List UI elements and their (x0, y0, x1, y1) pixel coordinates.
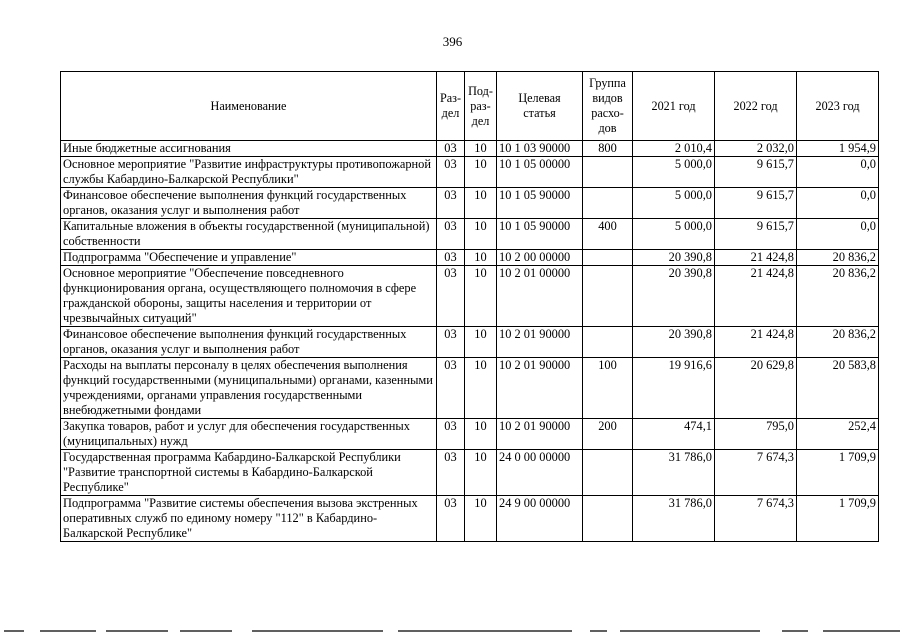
cell-2023: 1 954,9 (797, 141, 879, 157)
cell-2021: 5 000,0 (633, 188, 715, 219)
cell-target: 10 2 01 90000 (497, 419, 583, 450)
cell-section: 03 (437, 450, 465, 496)
cell-2022: 20 629,8 (715, 358, 797, 419)
cell-2021: 2 010,4 (633, 141, 715, 157)
cell-2023: 20 836,2 (797, 250, 879, 266)
cell-section: 03 (437, 219, 465, 250)
cell-2023: 1 709,9 (797, 496, 879, 542)
cell-2022: 21 424,8 (715, 250, 797, 266)
cell-2021: 19 916,6 (633, 358, 715, 419)
cell-subsection: 10 (465, 419, 497, 450)
cell-subsection: 10 (465, 450, 497, 496)
cell-group (583, 450, 633, 496)
cell-group (583, 327, 633, 358)
cell-2022: 9 615,7 (715, 219, 797, 250)
cell-subsection: 10 (465, 157, 497, 188)
cell-2023: 0,0 (797, 188, 879, 219)
cell-2023: 20 583,8 (797, 358, 879, 419)
cell-name: Основное мероприятие "Обеспечение повседневного функционирования органа, осуществляющего полномочия в сфере гражданской обороны, защиты населения и территории от чрезвычайных ситуаций" (61, 266, 437, 327)
cell-name: Подпрограмма "Обеспечение и управление" (61, 250, 437, 266)
table-row (61, 141, 879, 157)
cell-group: 100 (583, 358, 633, 419)
table-row (61, 419, 879, 450)
cell-name: Основное мероприятие "Развитие инфраструктуры противопожарной службы Кабардино-Балкарской Республики" (61, 157, 437, 188)
cell-section: 03 (437, 141, 465, 157)
cell-name: Закупка товаров, работ и услуг для обеспечения государственных (муниципальных) нужд (61, 419, 437, 450)
cell-group (583, 496, 633, 542)
cell-group: 400 (583, 219, 633, 250)
table-body (61, 141, 879, 542)
table-row (61, 327, 879, 358)
cell-group (583, 188, 633, 219)
cell-name: Финансовое обеспечение выполнения функций государственных органов, оказания услуг и выполнения работ (61, 188, 437, 219)
cell-2022: 9 615,7 (715, 188, 797, 219)
cell-target: 10 2 01 00000 (497, 266, 583, 327)
cell-subsection: 10 (465, 358, 497, 419)
cell-subsection: 10 (465, 327, 497, 358)
cell-2023: 20 836,2 (797, 327, 879, 358)
cell-name: Финансовое обеспечение выполнения функций государственных органов, оказания услуг и выполнения работ (61, 327, 437, 358)
cell-2021: 31 786,0 (633, 450, 715, 496)
cell-2022: 7 674,3 (715, 450, 797, 496)
cell-2023: 20 836,2 (797, 266, 879, 327)
cell-target: 24 9 00 00000 (497, 496, 583, 542)
header-name: Наименование (61, 72, 437, 141)
header-subsection: Под- раз- дел (465, 72, 497, 141)
cell-2021: 5 000,0 (633, 157, 715, 188)
cell-target: 24 0 00 00000 (497, 450, 583, 496)
header-group: Группа видов расхо- дов (583, 72, 633, 141)
header-2023: 2023 год (797, 72, 879, 141)
cell-subsection: 10 (465, 188, 497, 219)
header-2021: 2021 год (633, 72, 715, 141)
cell-subsection: 10 (465, 266, 497, 327)
cell-2023: 0,0 (797, 157, 879, 188)
cell-group: 800 (583, 141, 633, 157)
table-row (61, 450, 879, 496)
cell-section: 03 (437, 327, 465, 358)
cell-group (583, 250, 633, 266)
cell-section: 03 (437, 358, 465, 419)
table-row (61, 358, 879, 419)
cell-2021: 20 390,8 (633, 266, 715, 327)
cell-2023: 0,0 (797, 219, 879, 250)
cell-section: 03 (437, 250, 465, 266)
cell-2022: 7 674,3 (715, 496, 797, 542)
cell-name: Подпрограмма "Развитие системы обеспечения вызова экстренных оперативных служб по единому номеру "112" в Кабардино-Балкарской Республике" (61, 496, 437, 542)
cell-section: 03 (437, 266, 465, 327)
cell-name: Иные бюджетные ассигнования (61, 141, 437, 157)
cell-2021: 474,1 (633, 419, 715, 450)
cell-2022: 21 424,8 (715, 266, 797, 327)
page-number: 396 (442, 34, 463, 49)
header-row (61, 72, 879, 141)
footer-scan-lines (0, 628, 905, 634)
cell-2023: 1 709,9 (797, 450, 879, 496)
cell-target: 10 1 05 90000 (497, 188, 583, 219)
table-row (61, 219, 879, 250)
cell-2023: 252,4 (797, 419, 879, 450)
table-row (61, 266, 879, 327)
table-row (61, 157, 879, 188)
table-row (61, 188, 879, 219)
cell-target: 10 2 00 00000 (497, 250, 583, 266)
header-section: Раз- дел (437, 72, 465, 141)
header-target: Целевая статья (497, 72, 583, 141)
header-2022: 2022 год (715, 72, 797, 141)
cell-2021: 5 000,0 (633, 219, 715, 250)
cell-target: 10 2 01 90000 (497, 327, 583, 358)
cell-2022: 21 424,8 (715, 327, 797, 358)
budget-table (60, 71, 879, 542)
cell-2022: 2 032,0 (715, 141, 797, 157)
cell-name: Расходы на выплаты персоналу в целях обеспечения выполнения функций государственными (муниципальными) органами, казенными учреждениями, органами управления государственными внебюджетными фондами (61, 358, 437, 419)
cell-section: 03 (437, 188, 465, 219)
cell-target: 10 2 01 90000 (497, 358, 583, 419)
cell-subsection: 10 (465, 250, 497, 266)
cell-subsection: 10 (465, 496, 497, 542)
cell-target: 10 1 03 90000 (497, 141, 583, 157)
cell-target: 10 1 05 00000 (497, 157, 583, 188)
cell-2022: 9 615,7 (715, 157, 797, 188)
cell-2021: 20 390,8 (633, 327, 715, 358)
cell-group (583, 157, 633, 188)
cell-section: 03 (437, 157, 465, 188)
cell-subsection: 10 (465, 219, 497, 250)
cell-group (583, 266, 633, 327)
cell-target: 10 1 05 90000 (497, 219, 583, 250)
cell-2022: 795,0 (715, 419, 797, 450)
cell-name: Государственная программа Кабардино-Балкарской Республики "Развитие транспортной системы в Кабардино-Балкарской Республике" (61, 450, 437, 496)
cell-section: 03 (437, 419, 465, 450)
cell-subsection: 10 (465, 141, 497, 157)
cell-group: 200 (583, 419, 633, 450)
cell-name: Капитальные вложения в объекты государственной (муниципальной) собственности (61, 219, 437, 250)
table-row (61, 496, 879, 542)
table-row (61, 250, 879, 266)
cell-2021: 31 786,0 (633, 496, 715, 542)
cell-section: 03 (437, 496, 465, 542)
cell-2021: 20 390,8 (633, 250, 715, 266)
